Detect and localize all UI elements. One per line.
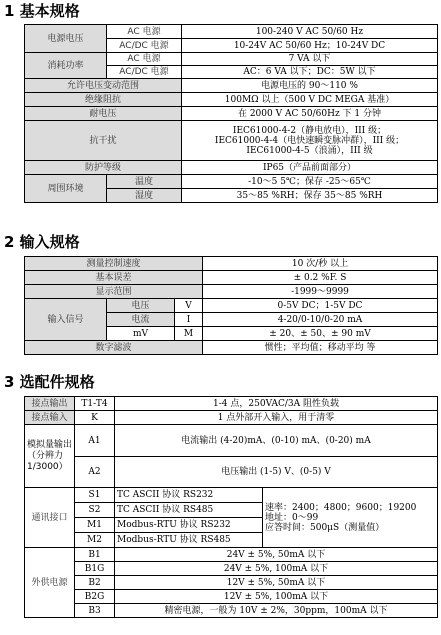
protection-label: 防护等级 xyxy=(25,161,182,175)
allow-voltage-label: 允许电压变动范围 xyxy=(25,79,182,93)
table-row xyxy=(25,107,438,121)
b2g-value: 12V ± 5%, 100mA 以下 xyxy=(115,590,438,604)
voltage-code: V xyxy=(175,299,203,313)
section-title-options: 3 选配件规格 xyxy=(4,373,95,391)
comm-baud: 速率：2400；4800；9600；19200 xyxy=(265,502,417,513)
range-value: -1999～9999 xyxy=(203,285,438,299)
table-row xyxy=(25,397,438,411)
table-row xyxy=(25,25,438,39)
range-label: 显示范围 xyxy=(25,285,203,299)
allow-voltage-value: 电源电压的 90～110 % xyxy=(182,79,438,93)
b3-code: B3 xyxy=(75,604,115,618)
ac-label: AC 电源 xyxy=(107,25,182,39)
a2-value: 电压输出 (1-5) V、(0-5) V xyxy=(115,457,438,488)
comm-params xyxy=(263,488,438,548)
filter-label: 数字滤波 xyxy=(25,341,203,355)
a1-value: 电流输出 (4-20)mA、(0-10) mA、(0-20) mA xyxy=(115,425,438,457)
table-row xyxy=(25,548,438,562)
alarm-code: T1-T4 xyxy=(75,397,115,411)
power-acdc-value: 10-24V AC 50/60 Hz；10-24V DC xyxy=(182,39,438,53)
supply-label: 外供电源 xyxy=(25,548,75,618)
table-row xyxy=(25,425,438,457)
table-row xyxy=(25,341,438,355)
error-label: 基本误差 xyxy=(25,271,203,285)
b2g-code: B2G xyxy=(75,590,115,604)
table-row xyxy=(25,79,438,93)
table-row xyxy=(25,161,438,175)
temperature-value: -10～5 5℃；保存 -25～65℃ xyxy=(182,175,438,189)
temperature-label: 温度 xyxy=(107,175,182,189)
table-row xyxy=(25,285,438,299)
insulation-label: 绝缘阻抗 xyxy=(25,93,182,107)
filter-value: 惯性；平均值；移动平均 等 xyxy=(203,341,438,355)
b1-value: 24V ± 5%, 50mA 以下 xyxy=(115,548,438,562)
b1g-value: 24V ± 5%, 100mA 以下 xyxy=(115,562,438,576)
table-row xyxy=(25,590,438,604)
emc-line: IEC61000-4-4（电快速瞬变脉冲群），III 级； xyxy=(214,135,405,146)
acdc-label: AC/DC 电源 xyxy=(107,39,182,53)
power-ac-value: 100-240 V AC 50/60 Hz xyxy=(182,25,438,39)
table-row xyxy=(25,175,438,189)
section-title-basic: 1 基本规格 xyxy=(4,2,80,20)
s2-value: TC ASCII 协议 RS485 xyxy=(115,503,263,518)
speed-label: 测量控制速度 xyxy=(25,257,203,271)
environment-label: 周围环境 xyxy=(25,175,107,203)
b3-value: 精密电源，一般为 10V ± 2%，30ppm，100mA 以下 xyxy=(115,604,438,618)
comm-address: 地址：0～99 xyxy=(265,512,319,523)
mv-value: ± 20、± 50、± 90 mV xyxy=(203,327,438,341)
current-label: 电流 xyxy=(107,313,175,327)
current-value: 4-20/0-10/0-20 mA xyxy=(203,313,438,327)
table-row xyxy=(25,271,438,285)
m1-code: M1 xyxy=(75,518,115,533)
a2-code: A2 xyxy=(75,457,115,488)
table-row xyxy=(25,411,438,425)
alarm-value: 1-4 点，250VAC/3A 阻性负载 xyxy=(115,397,438,411)
b2-code: B2 xyxy=(75,576,115,590)
table-row xyxy=(25,121,438,161)
emc-line: IEC61000-4-5（浪涌），III 级 xyxy=(246,145,373,156)
table-row xyxy=(25,457,438,488)
consumption-ac-value: 7 VA 以下 xyxy=(182,53,438,66)
contact-in-code: K xyxy=(75,411,115,425)
withstand-value: 在 2000 V AC 50/60Hz 下 1 分钟 xyxy=(182,107,438,121)
b1-code: B1 xyxy=(75,548,115,562)
b1g-code: B1G xyxy=(75,562,115,576)
table-row xyxy=(25,488,438,503)
contact-in-value: 1 点外部开入输入，用于清零 xyxy=(115,411,438,425)
humidity-label: 湿度 xyxy=(107,189,182,203)
contact-in-label: 接点输入 xyxy=(25,411,75,425)
consumption-acdc-value: AC：6 VA 以下；DC：5W 以下 xyxy=(182,66,438,79)
table-row xyxy=(25,562,438,576)
b2-value: 12V ± 5%, 50mA 以下 xyxy=(115,576,438,590)
power-voltage-label: 电源电压 xyxy=(25,25,107,53)
s1-code: S1 xyxy=(75,488,115,503)
humidity-value: 35～85 %RH；保存 35～85 %RH xyxy=(182,189,438,203)
insulation-value: 100MΩ 以上（500 V DC MEGA 基准） xyxy=(182,93,438,107)
input-spec-table xyxy=(24,256,438,355)
table-row xyxy=(25,299,438,313)
m2-code: M2 xyxy=(75,533,115,548)
options-spec-table xyxy=(24,396,438,618)
error-value: ± 0.2 %F. S xyxy=(203,271,438,285)
section-title-input: 2 输入规格 xyxy=(4,233,80,251)
table-row xyxy=(25,604,438,618)
s1-value: TC ASCII 协议 RS232 xyxy=(115,488,263,503)
table-row xyxy=(25,257,438,271)
emc-line: IEC61000-4-2（静电放电），III 级； xyxy=(232,125,387,136)
m2-value: Modbus-RTU 协议 RS485 xyxy=(115,533,263,548)
voltage-label: 电压 xyxy=(107,299,175,313)
protection-value: IP65（产品前面部分） xyxy=(182,161,438,175)
table-row xyxy=(25,576,438,590)
consumption-label: 消耗功率 xyxy=(25,53,107,79)
speed-value: 10 次/秒 以上 xyxy=(203,257,438,271)
basic-spec-table xyxy=(24,24,438,203)
mv-label: mV xyxy=(107,327,175,341)
comm-response: 应答时间：500μS（测量值） xyxy=(265,522,385,533)
table-row xyxy=(25,53,438,66)
mv-code: M xyxy=(175,327,203,341)
table-row xyxy=(25,93,438,107)
a1-code: A1 xyxy=(75,425,115,457)
current-code: I xyxy=(175,313,203,327)
s2-code: S2 xyxy=(75,503,115,518)
emc-label: 抗干扰 xyxy=(25,121,182,161)
alarm-label: 接点输出 xyxy=(25,397,75,411)
ac-label: AC 电源 xyxy=(107,53,182,66)
comm-label: 通讯接口 xyxy=(25,488,75,548)
emc-value xyxy=(182,121,438,161)
analog-output-label: 模拟量输出（分辨力 1/3000） xyxy=(25,425,75,488)
withstand-label: 耐电压 xyxy=(25,107,182,121)
m1-value: Modbus-RTU 协议 RS232 xyxy=(115,518,263,533)
acdc-label: AC/DC 电源 xyxy=(107,66,182,79)
voltage-value: 0-5V DC；1-5V DC xyxy=(203,299,438,313)
signal-label: 输入信号 xyxy=(25,299,107,341)
